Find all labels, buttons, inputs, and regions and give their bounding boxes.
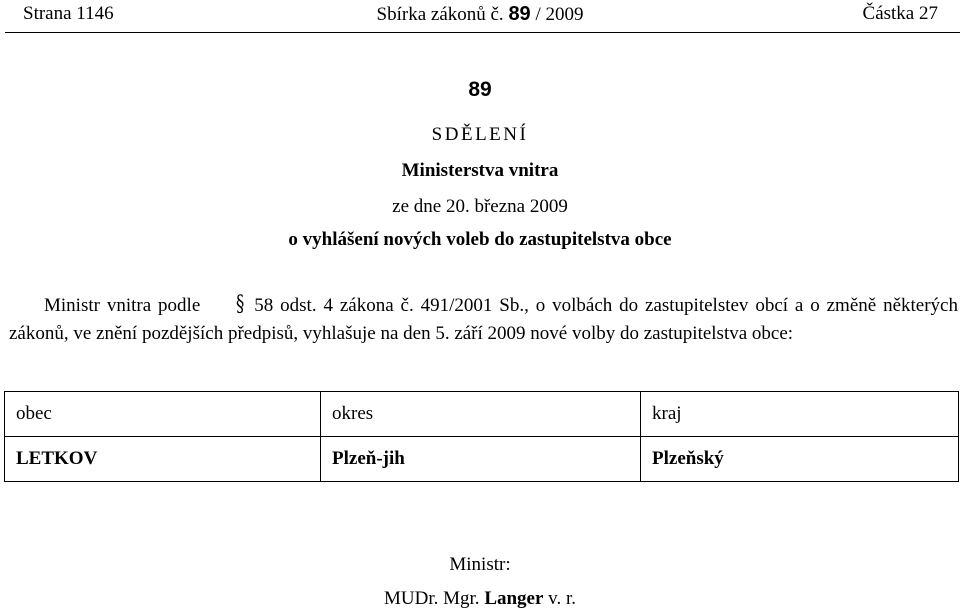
table-cell-kraj: Plzeňský xyxy=(641,437,959,482)
document-subject: o vyhlášení nových voleb do zastupitelstva obce xyxy=(288,229,672,250)
signature-name xyxy=(0,588,960,610)
table-header-obec: obec xyxy=(5,392,321,437)
signature-title: Ministr: xyxy=(449,554,511,575)
document-issuer: Ministerstva vnitra xyxy=(401,160,559,181)
signature-suffix: v. r. xyxy=(548,588,576,609)
body-text-start: Ministr vnitra podle xyxy=(44,295,201,316)
signature-prefix: MUDr. Mgr. xyxy=(384,588,480,609)
elections-table xyxy=(4,391,959,482)
header-rule xyxy=(5,32,960,33)
running-header xyxy=(0,0,960,33)
table-header-okres: okres xyxy=(321,392,641,437)
collection-number: 89 xyxy=(508,3,531,25)
document-date: ze dne 20. března 2009 xyxy=(392,196,568,217)
collection-suffix: / 2009 xyxy=(535,4,584,25)
document-type: SDĚLENÍ xyxy=(431,124,529,145)
collection-label xyxy=(0,3,960,26)
issue-label: Částka 27 xyxy=(862,3,938,24)
collection-prefix: Sbírka zákonů č. xyxy=(376,4,504,25)
table-header-row xyxy=(5,392,959,437)
table-row xyxy=(5,437,959,482)
paragraph-sign-icon: § xyxy=(236,292,245,317)
table-header-kraj: kraj xyxy=(641,392,959,437)
document-number: 89 xyxy=(468,78,492,101)
body-paragraph xyxy=(9,292,958,348)
signature-surname: Langer xyxy=(484,588,544,609)
table-cell-okres: Plzeň-jih xyxy=(321,437,641,482)
page-label: Strana 1146 xyxy=(23,3,114,24)
body-text-rest: 58 odst. 4 zákona č. 491/2001 Sb., o volbách do zastupitelstev obcí a o změně některých zákonů, ve znění pozdějších předpisů, vyhlašuje na den 5. září 2009 nové volby do zastupitelstva obce: xyxy=(9,295,958,344)
table-cell-obec: LETKOV xyxy=(5,437,321,482)
